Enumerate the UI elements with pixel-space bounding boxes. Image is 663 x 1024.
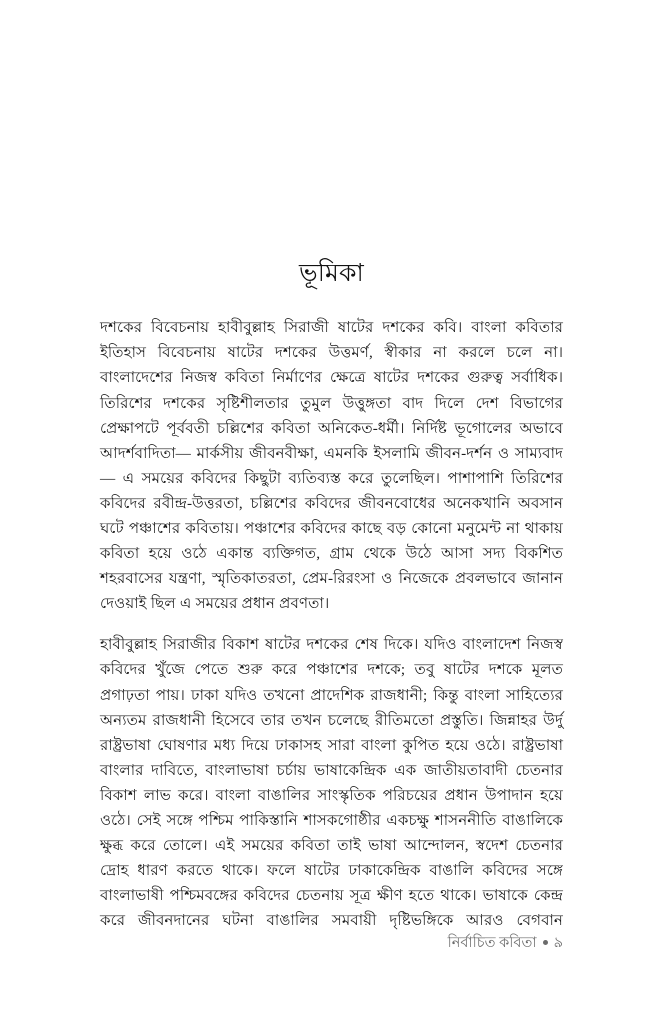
body-paragraph-1: দশকের বিবেচনায় হাবীবুল্লাহ সিরাজী ষাটের দশকের কবি। বাংলা কবিতার ইতিহাস বিবেচনায় ষাটের দশকের উত্তমর্ণ, স্বীকার না করলে চলে না। বাংলাদেশের নিজস্ব কবিতা নির্মাণের ক্ষেত্রে ষাটের দশকের গুরুত্ব সর্বাধিক। তিরিশের দশকের সৃষ্টিশীলতার তুমুল উত্তুঙ্গতা বাদ দিলে দেশ বিভাগের প্রেক্ষাপটে পূর্ববতী চল্লিশের কবিতা অনিকেত-ধর্মী। নির্দিষ্ট ভূগোলের অভাবে আদর্শবাদিতা— মার্কসীয় জীবনবীক্ষা, এমনকি ইসলামি জীবন-দর্শন ও সাম্যবাদ— এ সময়ের কবিদের কিছুটা ব্যতিব্যস্ত করে তুলেছিল। পাশাপাশি তিরিশের কবিদের রবীন্দ্র-উত্তরতা, চল্লিশের কবিদের জীবনবোধের অনেকখানি অবসান ঘটে পঞ্চাশের কবিতায়। পঞ্চাশের কবিদের কাছে বড় কোনো মনুমেন্ট না থাকায় কবিতা হয়ে ওঠে একান্ত ব্যক্তিগত, গ্রাম থেকে উঠে আসা সদ্য বিকশিত শহরবাসের যন্ত্রণা, স্মৃতিকাতরতা, প্রেম-রিরংসা ও নিজেকে প্রবলভাবে জানান দেওয়াই ছিল এ সময়ের প্রধান প্রবণতা। (100, 319, 563, 613)
page-title: ভূমিকা (298, 260, 364, 287)
body-paragraph-2: হাবীবুল্লাহ সিরাজীর বিকাশ ষাটের দশকের শেষ দিকে। যদিও বাংলাদেশ নিজস্ব কবিদের খুঁজে পেতে শুরু করে পঞ্চাশের দশকে; তবু ষাটের দশকে মূলত প্রগাঢ়তা পায়। ঢাকা যদিও তখনো প্রাদেশিক রাজধানী; কিন্তু বাংলা সাহিত্যের অন্যতম রাজধানী হিসেবে তার তখন চলেছে রীতিমতো প্রস্তুতি। জিন্নাহর উর্দু রাষ্ট্রভাষা ঘোষণার মধ্য দিয়ে ঢাকাসহ সারা বাংলা কুপিত হয়ে ওঠে। রাষ্ট্রভাষা বাংলার দাবিতে, বাংলাভাষা চর্চায় ভাষাকেন্দ্রিক এক জাতীয়তাবাদী চেতনার বিকাশ লাভ করে। বাংলা বাঙালির সাংস্কৃতিক পরিচয়ের প্রধান উপাদান হয়ে ওঠে। সেই সঙ্গে পশ্চিম পাকিস্তানি শাসকগোষ্ঠীর একচক্ষু শাসননীতি বাঙালিকে ক্ষুব্ধ করে তোলে। এই সময়ের কবিতা তাই ভাষা আন্দোলন, স্বদেশ চেতনার দ্রোহ ধারণ করতে থাকে। ফলে ষাটের ঢাকাকেন্দ্রিক বাঙালি কবিদের সঙ্গে বাংলাভাষী পশ্চিমবঙ্গের কবিদের চেতনায় সূত্র ক্ষীণ হতে থাকে। ভাষাকে কেন্দ্র করে জীবনদানের ঘটনা বাঙালির সমবায়ী দৃষ্টিভঙ্গিকে আরও বেগবান (100, 636, 563, 930)
page-content (100, 258, 563, 934)
page-footer (100, 933, 563, 953)
footer-book-title: নির্বাচিত কবিতা (447, 935, 537, 951)
footer-separator-dot-icon (543, 940, 548, 945)
footer-inner (448, 933, 563, 953)
footer-page-number: ৯ (553, 935, 563, 951)
